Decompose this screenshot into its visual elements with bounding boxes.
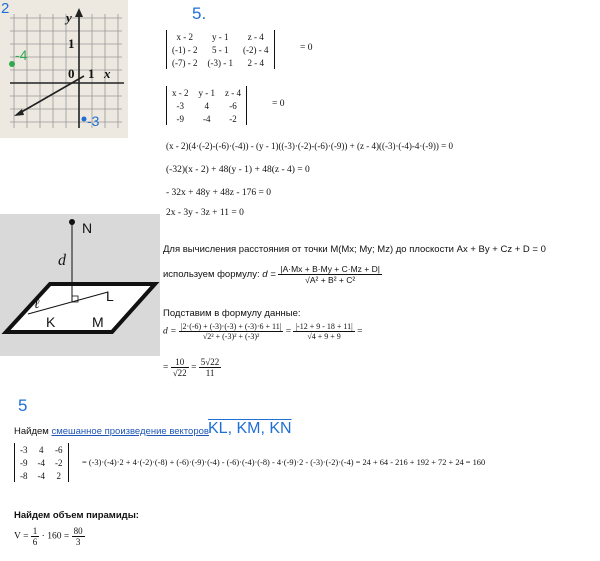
label-l: ℓ <box>34 296 40 311</box>
graph-panel <box>0 0 128 138</box>
volume-formula: V = $\frac{1}{6}$ · 160 = $\frac{80}{3}$ <box>14 526 83 547</box>
volume-fraction-2: $\frac{80}{3}$ <box>73 526 83 547</box>
result-fraction-2: $\frac{5√22}{11}$ <box>200 357 220 378</box>
find-prefix: Найдем <box>14 426 49 437</box>
label-d: d <box>58 252 66 269</box>
problem-number-5a: 5. <box>192 4 207 23</box>
x-tick-label: 1 <box>88 66 95 81</box>
point-bottom-label: -3 <box>87 113 100 129</box>
determinant-2-rhs: = 0 <box>272 99 285 109</box>
mixed-product-result: = (-3)·(-4)·2 + 4·(-2)·(-8) + (-6)·(-9)·(-4) - (-6)·(-4)·(-8) - 4·(-9)·2 - (-3)·(-2)·(-4) = 24 + 64 - 216 + 192 + 72 + 24 = 160 <box>82 458 486 467</box>
vectors-label: KL, KM, KN <box>208 420 292 437</box>
determinant-1: x - 2 y - 1 z - 4 (-1) - 2 5 - 1 (-2) - 4 (-7) - 2 (-3) - 1 2 - 4 <box>166 30 275 69</box>
distance-formula-row <box>163 264 382 285</box>
expansion-line-1: (x - 2)(4·(-2)-(-6)·(-4)) - (y - 1)((-3)·(-2)-(-6)·(-9)) + (z - 4)((-3)·(-4)-4·(-9)) = 0 <box>166 141 453 151</box>
expansion-line-2: (-32)(x - 2) + 48(y - 1) + 48(z - 4) = 0 <box>166 165 310 175</box>
graph-corner-label: 2 <box>1 0 10 17</box>
substitution-row: d = $\frac{|2\cdot(-6) + (-3)\cdot(-3) + (-3)\cdot 6 + 11|}{\text{√2² + (-3)² + (-3)²}}$ = $\frac{|-12 + 9 - 18 + 11|}{√4 + 9 + 9}$ = <box>163 322 363 341</box>
substitution-fraction: $\frac{|2\cdot(-6) + (-3)\cdot(-3) + (-3)\cdot 6 + 11|}{\text{√2² + (-3)² + (-3)²}}$ <box>180 322 282 341</box>
result-fraction-1: $\frac{10}{√22}$ <box>172 357 187 378</box>
result-row: = $\frac{10}{√22}$ = $\frac{5√22}{11}$ <box>163 357 220 378</box>
distance-intro: Для вычисления расстояния от точки M(Mx; My; Mz) до плоскости Ax + By + Cz + D = 0 <box>163 244 546 255</box>
problem-number-5b: 5 <box>18 396 28 415</box>
volume-title: Найдем объем пирамиды: <box>14 510 139 521</box>
expansion-line-3: - 32x + 48y + 48z - 176 = 0 <box>166 188 271 198</box>
label-M: M <box>92 314 104 330</box>
plane-shape <box>6 284 155 332</box>
expansion-line-4: 2x - 3y - 3z + 11 = 0 <box>166 208 244 218</box>
mixed-product-row <box>14 426 209 437</box>
volume-fraction-1: $\frac{1}{6}$ <box>32 526 38 547</box>
determinant-1-rhs: = 0 <box>300 43 313 53</box>
y-axis-label: y <box>66 10 72 25</box>
simplified-fraction: $\frac{|-12 + 9 - 18 + 11|}{√4 + 9 + 9}$ <box>295 322 353 341</box>
label-K: K <box>46 314 56 330</box>
substitute-text: Подставим в формулу данные: <box>163 308 301 319</box>
y-tick-label: 1 <box>68 36 75 51</box>
label-L: L <box>106 288 114 304</box>
point-left-label: -4 <box>15 47 28 63</box>
formula-d: d = <box>262 269 276 281</box>
mixed-product-link[interactable]: смешанное произведение векторов <box>51 426 209 437</box>
point-blue <box>82 117 87 122</box>
x-axis-label: x <box>104 66 111 81</box>
origin-label: 0 <box>68 66 75 81</box>
determinant-2: x - 2 y - 1 z - 4 -3 4 -6 -9 -4 -2 <box>166 86 247 125</box>
point-N <box>69 219 75 225</box>
formula-fraction: $\frac{|A\cdot Mx + B\cdot My + C\cdot Mz + D|}{\text{√A² + B² + C²}}$ <box>280 264 380 285</box>
plane-diagram <box>0 214 160 356</box>
determinant-3: -3 4 -6 -9 -4 -2 -8 -4 2 <box>14 443 69 482</box>
use-formula-text: используем формулу: <box>163 269 260 281</box>
label-N: N <box>82 220 93 236</box>
